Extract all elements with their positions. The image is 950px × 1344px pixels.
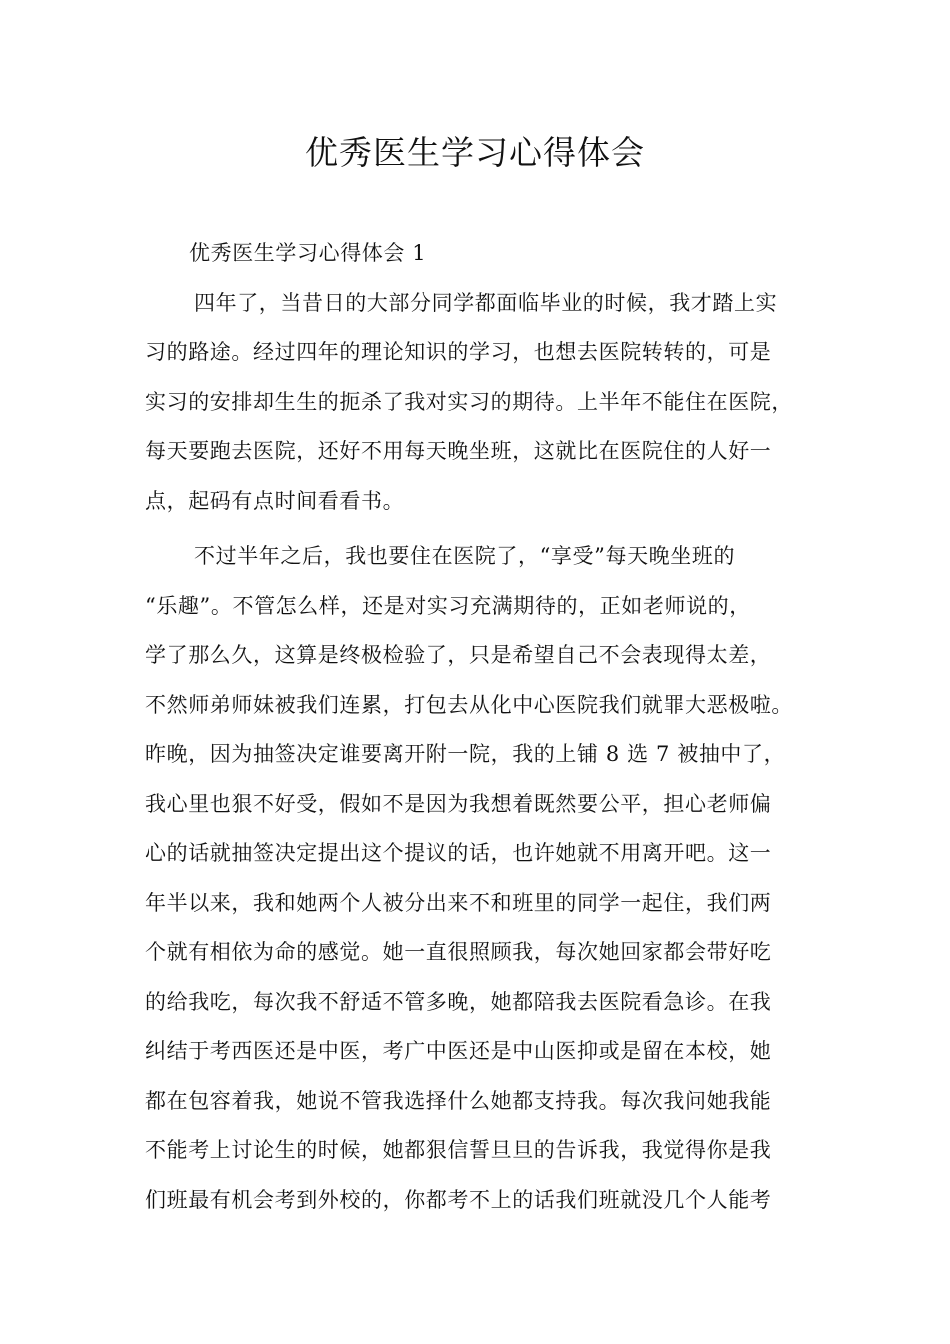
section-heading: 优秀医生学习心得体会 1	[189, 241, 427, 265]
text-line: 每天要跑去医院，还好不用每天晚坐班，这就比在医院住的人好一	[145, 439, 772, 463]
paragraph-1	[145, 279, 825, 527]
paragraph-2	[145, 532, 825, 1225]
text-line: 点，起码有点时间看看书。	[145, 488, 405, 513]
text-line: 我心里也狠不好受，假如不是因为我想着既然要公平，担心老师偏	[145, 791, 772, 816]
document-title: 优秀医生学习心得体会	[305, 133, 645, 172]
text-line: 不能考上讨论生的时候，她都狠信誓旦旦的告诉我，我觉得你是我	[145, 1138, 772, 1162]
text-line: 四年了，当昔日的大部分同学都面临毕业的时候，我才踏上实	[194, 290, 778, 315]
text-line: 个就有相依为命的感觉。她一直很照顾我，每次她回家都会带好吃	[145, 940, 772, 964]
text-line: 实习的安排却生生的扼杀了我对实习的期待。上半年不能住在医院，	[145, 389, 793, 414]
text-line: 们班最有机会考到外校的，你都考不上的话我们班就没几个人能考	[145, 1187, 772, 1212]
document-body	[145, 229, 825, 1225]
text-line: 不然师弟师妹被我们连累，打包去从化中心医院我们就罪大恶极啦。	[145, 692, 793, 717]
text-line: 纠结于考西医还是中医，考广中医还是中山医抑或是留在本校，她	[145, 1039, 772, 1063]
text-line: 学了那么久，这算是终极检验了，只是希望自己不会表现得太差，	[145, 643, 772, 667]
text-line: 不过半年之后，我也要住在医院了，“享受”每天晚坐班的	[194, 544, 736, 568]
text-line: 都在包容着我，她说不管我选择什么她都支持我。每次我问她我能	[145, 1088, 772, 1113]
text-line: “乐趣”。不管怎么样，还是对实习充满期待的，正如老师说的，	[145, 593, 751, 618]
text-line: 的给我吃，每次我不舒适不管多晚，她都陪我去医院看急诊。在我	[145, 989, 772, 1014]
text-line: 昨晚，因为抽签决定谁要离开附一院，我的上铺 8 选 7 被抽中了，	[145, 742, 786, 766]
text-line: 习的路途。经过四年的理论知识的学习，也想去医院转转的，可是	[145, 340, 772, 364]
text-line: 心的话就抽签决定提出这个提议的话，也许她就不用离开吧。这一	[145, 841, 772, 865]
text-line: 年半以来，我和她两个人被分出来不和班里的同学一起住，我们两	[145, 890, 772, 915]
